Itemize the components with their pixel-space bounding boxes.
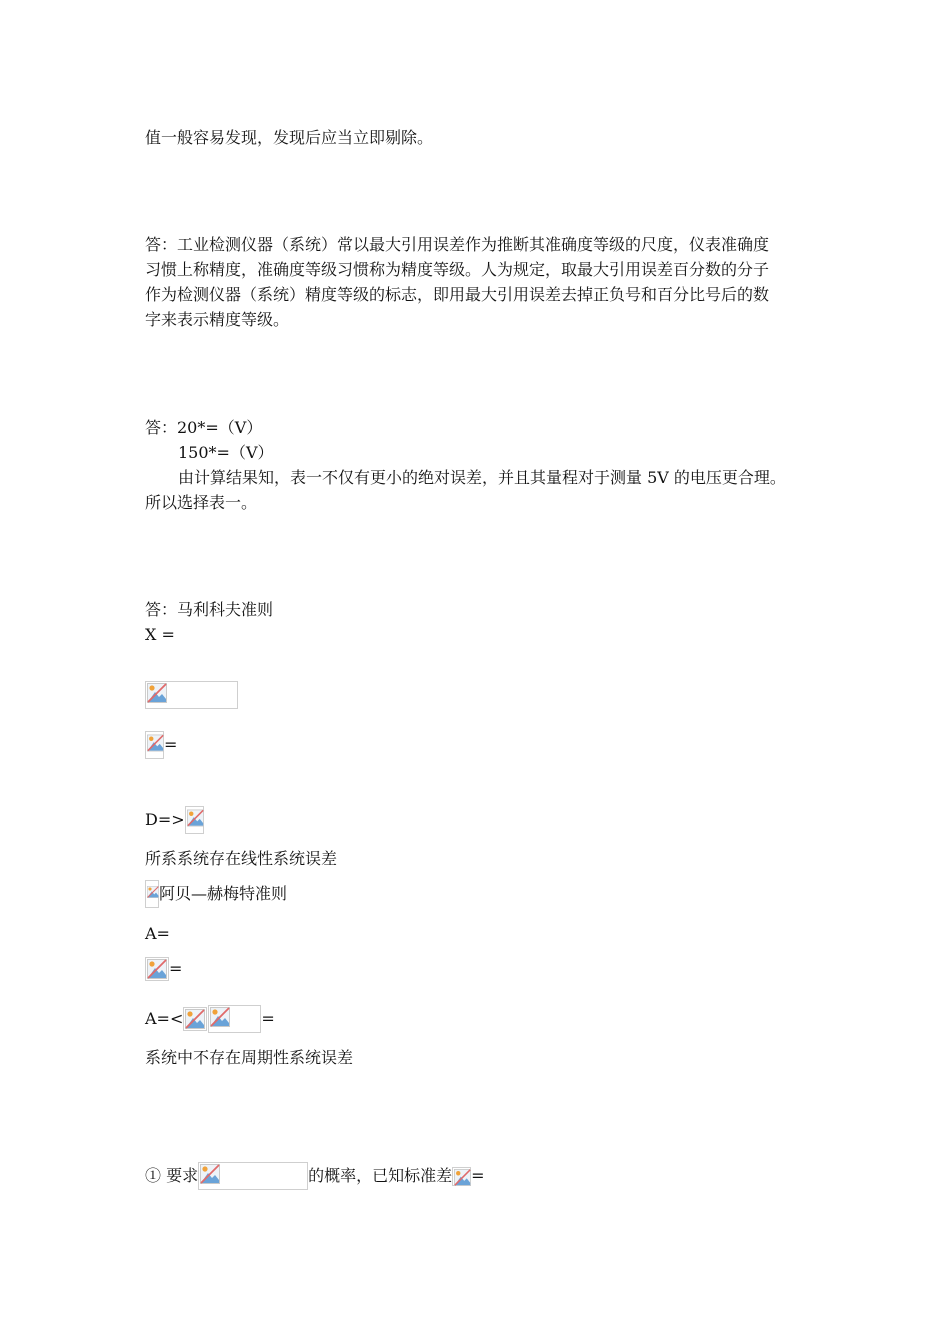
broken-image-icon — [452, 1167, 471, 1186]
question-middle: 的概率，已知标准差 — [308, 1166, 453, 1185]
equals-sign: = — [164, 735, 178, 754]
broken-image-icon — [198, 1162, 308, 1190]
a-equation-label: A= — [145, 924, 170, 943]
answer-2-line-4: 所以选择表一。 — [145, 493, 258, 512]
broken-image-icon — [183, 1007, 207, 1031]
broken-image-icon — [145, 731, 164, 759]
answer-2-line-1: 答：20*=（V） — [145, 418, 263, 437]
abbe-criterion-row — [145, 880, 287, 908]
answer-2-line-2: 150*=（V） — [178, 443, 274, 462]
equals-sign: = — [471, 1166, 485, 1185]
answer-1-line-1: 答：工业检测仪器（系统）常以最大引用误差作为推断其准确度等级的尺度，仪表准确度 — [145, 235, 770, 254]
equation-image-row-1 — [145, 681, 238, 709]
broken-image-icon — [145, 880, 159, 908]
question-prefix: ① 要求 — [145, 1166, 199, 1185]
broken-image-icon — [185, 806, 204, 834]
paragraph-fragment: 值一般容易发现，发现后应当立即剔除。 — [145, 128, 434, 147]
conclusion-periodic-error: 系统中不存在周期性系统误差 — [145, 1048, 354, 1067]
equation-image-row-3 — [145, 955, 182, 982]
abbe-criterion-label: 阿贝—赫梅特准则 — [159, 884, 288, 903]
a-inequality-row — [145, 1005, 275, 1033]
question-row — [145, 1162, 485, 1190]
answer-1-line-2: 习惯上称精度，准确度等级习惯称为精度等级。人为规定，取最大引用误差百分数的分子 — [145, 260, 770, 279]
answer-1-line-4: 字来表示精度等级。 — [145, 310, 290, 329]
equation-x-label: X = — [145, 625, 175, 644]
broken-image-icon — [145, 957, 169, 981]
answer-2-line-3: 由计算结果知，表一不仅有更小的绝对误差，并且其量程对于测量 5V 的电压更合理。 — [178, 468, 786, 487]
a-inequality-label: A=< — [145, 1009, 184, 1028]
d-relation-row — [145, 806, 204, 834]
broken-image-icon — [208, 1005, 261, 1033]
equals-sign: = — [261, 1009, 275, 1028]
d-relation-label: D=> — [145, 810, 185, 829]
equation-image-row-2 — [145, 731, 177, 759]
answer-1-line-3: 作为检测仪器（系统）精度等级的标志，即用最大引用误差去掉正负号和百分比号后的数 — [145, 285, 770, 304]
equals-sign: = — [169, 958, 183, 978]
broken-image-icon — [145, 681, 238, 709]
conclusion-linear-error: 所系系统存在线性系统误差 — [145, 849, 338, 868]
answer-3-heading: 答：马利科夫准则 — [145, 600, 274, 619]
